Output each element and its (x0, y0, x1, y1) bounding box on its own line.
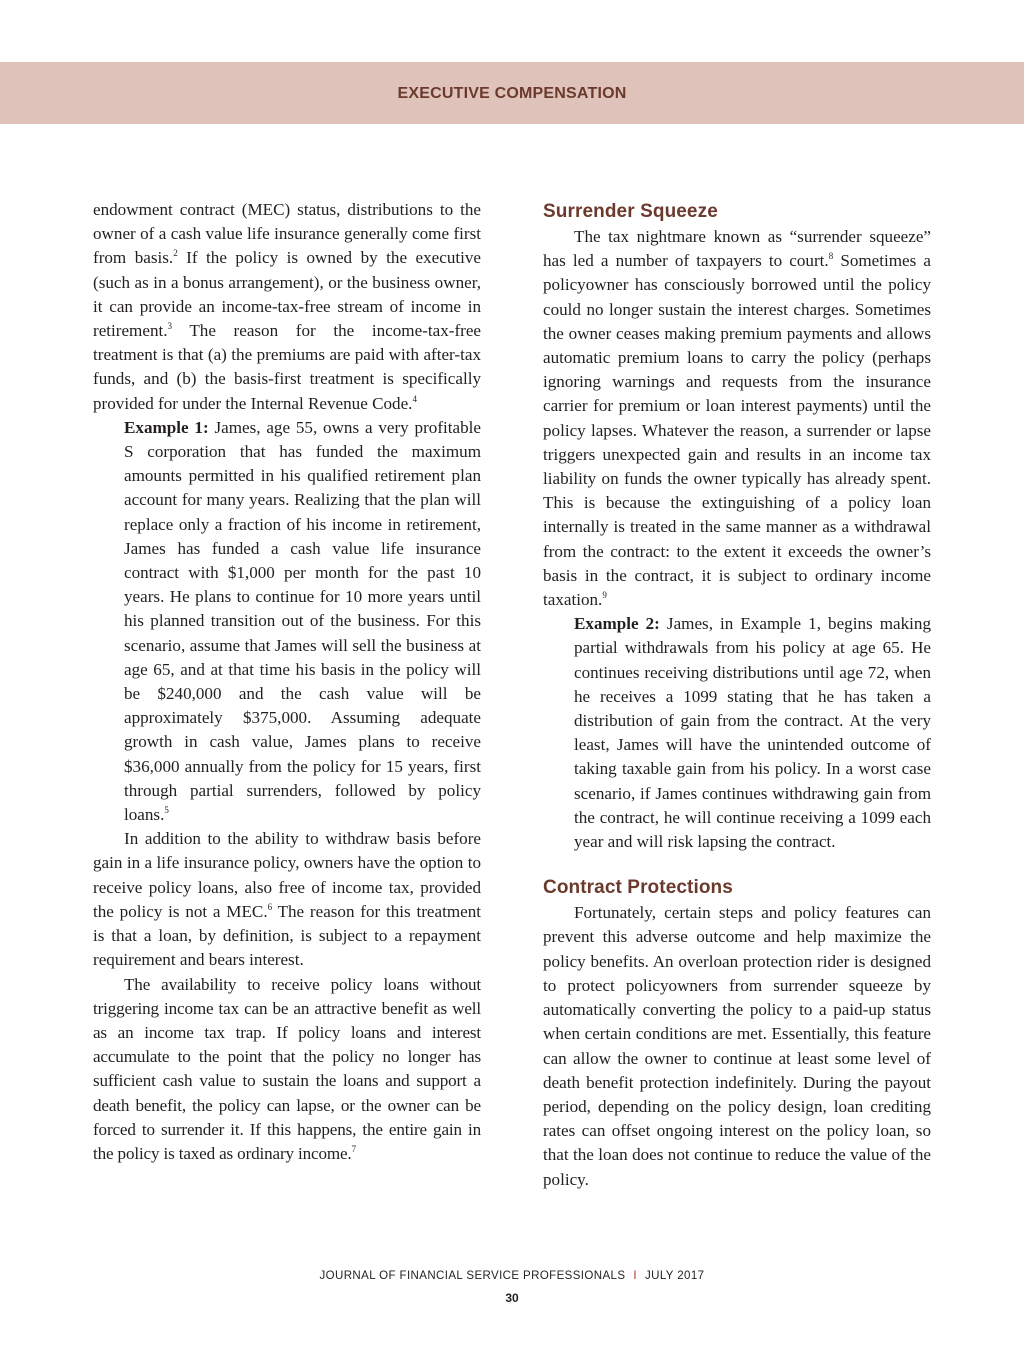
example-label: Example 2: (574, 614, 660, 634)
footnote-ref: 3 (167, 321, 173, 332)
example-2: Example 2: James, in Example 1, begins making partial withdrawals from his policy at age 65. He continues receiving distributions until age 72, when he receives a 1099 stating that he has taken a distribution of gain from the contract. At the very least, James will have the unintended outcome of taking taxable gain from his policy. In a worst case scenario, if James continues withdrawing gain from the contract, he will continue receiving a 1099 each year and will risk lapsing the contract. (574, 614, 931, 852)
footnote-ref: 7 (351, 1143, 356, 1154)
paragraph: Fortunately, certain steps and policy features can prevent this adverse outcome and help maximize the policy benefits. An overloan protection rider is designed to protect policyowners from surrender squeeze by automatically converting the policy to a paid-up status when certain conditions are met. Essentially, this feature can allow the owner to continue at least some level of death benefit protection indefinitely. During the payout period, depending on the policy design, loan crediting rates can offset ongoing interest on the policy loan, so that the loan does not continue to reduce the value of the policy. (543, 903, 931, 1189)
paragraph: The tax nightmare known as “surrender squeeze” has led a number of taxpayers to court.$^8$ Sometimes a policyowner has consciously borrowed until the policy could no longer sustain the interest charges. Sometimes the owner ceases making premium payments and allows automatic premium loans to carry the policy (perhaps ignoring warnings and requests from the insurance carrier for premium or loan interest payments) until the policy lapses. Whatever the reason, a surrender or lapse triggers unexpected gain and results in an income tax liability on funds the owner typically has already spent. This is because the extinguishing of a policy loan internally is treated in the same manner as a withdrawal from the contract: to the extent it exceeds the owner’s basis in the contract, it is subject to ordinary income taxation.$^9$ (543, 227, 931, 610)
footnote-ref: 4 (412, 393, 417, 404)
issue-date: JULY 2017 (645, 1270, 705, 1282)
journal-name: JOURNAL OF FINANCIAL SERVICE PROFESSIONALS (319, 1270, 626, 1282)
paragraph: In addition to the ability to withdraw basis before gain in a life insurance policy, owners have the option to receive policy loans, also free of income tax, provided the policy is not a MEC.$^6$ The reason for this treatment is that a loan, by definition, is subject to a repayment requirement and bears interest. (93, 829, 482, 970)
paragraph: endowment contract (MEC) status, distributions to the owner of a cash value life insurance generally come first from basis.$^2$ If the policy is owned by the executive (such as in a bonus arrangement), or the business owner, it can provide an income-tax-free stream of income in retirement.$^3$ The reason for the income-tax-free treatment is that (a) the premiums are paid with after-tax funds, and (b) the basis-first treatment is specifically provided for under the Internal Revenue Code.$^4$ (93, 200, 482, 413)
journal-footer (0, 1270, 1024, 1282)
page-number: 30 (505, 1291, 519, 1305)
section-banner (0, 62, 1024, 124)
left-column (93, 198, 481, 1166)
paragraph: The availability to receive policy loans without triggering income tax can be an attractive benefit as well as an income tax trap. If policy loans and interest accumulate to the point that the policy no longer has sufficient cash value to sustain the loans and support a death benefit, the policy can lapse, or the owner can be forced to surrender it. If this happens, the entire gain in the policy is taxed as ordinary income.$^7$ (93, 974, 481, 1163)
section-heading: Contract Protections (543, 877, 733, 899)
example-label: Example 1: (124, 417, 209, 437)
section-heading: Surrender Squeeze (543, 201, 718, 222)
footnote-ref: 8 (828, 251, 834, 262)
example-1: Example 1: James, age 55, owns a very profitable S corporation that has funded the maximum amounts permitted in his qualified retirement plan account for many years. Realizing that the plan will replace only a fraction of his income in retirement, James has funded a cash value life insurance contract with $1,000 per month for the past 10 years. He plans to continue for 10 more years until his planned transition out of the business. For this scenario, assume that James will sell the business at age 65, and at that time his basis in the policy will be $240,000 and the cash value will be approximately $375,000. Assuming adequate growth in cash value, James plans to receive $36,000 annually from the policy for 15 years, first through partial surrenders, followed by policy loans.$^5$ (124, 417, 481, 825)
footnote-ref: 9 (602, 590, 607, 601)
footnote-ref: 2 (173, 248, 178, 259)
footnote-ref: 6 (267, 901, 273, 912)
right-column (543, 198, 931, 1192)
footer-separator: I (633, 1270, 637, 1282)
section-title: EXECUTIVE COMPENSATION (397, 85, 627, 102)
footnote-ref: 5 (164, 805, 169, 816)
